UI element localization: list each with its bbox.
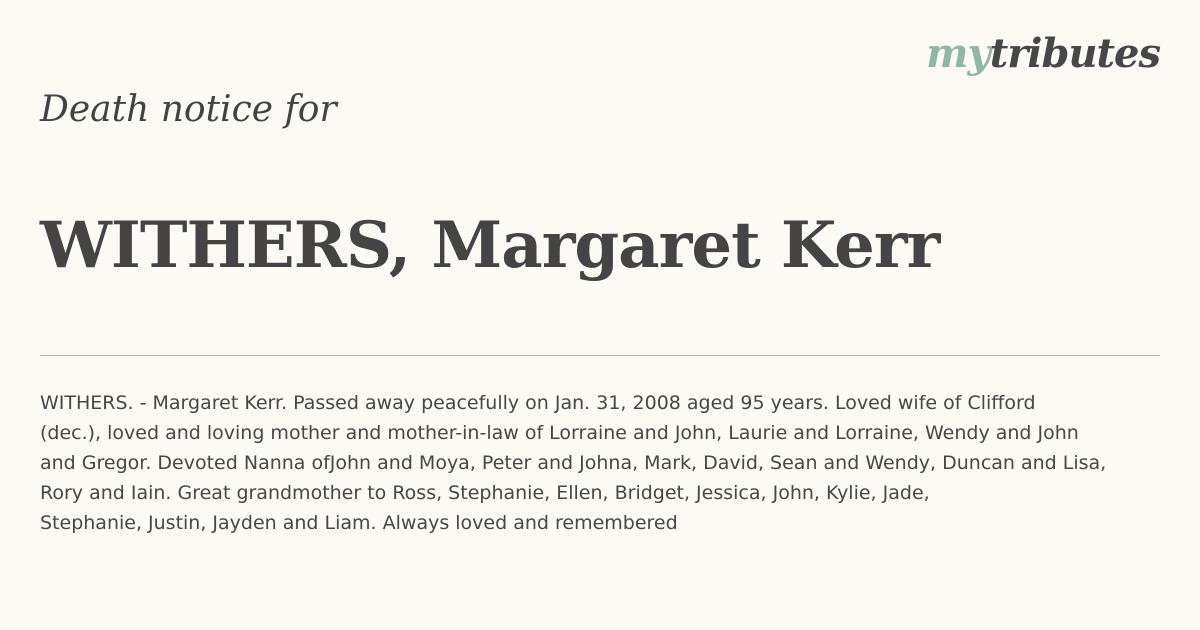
divider [40, 355, 1160, 356]
deceased-name: WITHERS, Margaret Kerr [40, 208, 940, 283]
logo-suffix: tributes [989, 30, 1160, 77]
logo-prefix: my [926, 30, 990, 77]
notice-body: WITHERS. - Margaret Kerr. Passed away peacefully on Jan. 31, 2008 aged 95 years. Loved wife of Clifford (dec.), loved and loving mother and mother-in-law of Lorraine and John, Laurie and Lorraine, Wendy and John and Gregor. Devoted Nanna ofJohn and Moya, Peter and Johna, Mark, David, Sean and Wendy, Duncan and Lisa, Rory and Iain. Great grandmother to Ross, Stephanie, Ellen, Bridget, Jessica, John, Kylie, Jade, Stephanie, Justin, Jayden and Liam. Always loved and remembered [40, 392, 1107, 534]
mytributes-logo[interactable] [926, 30, 1160, 77]
notice-kicker: Death notice for [40, 89, 337, 130]
